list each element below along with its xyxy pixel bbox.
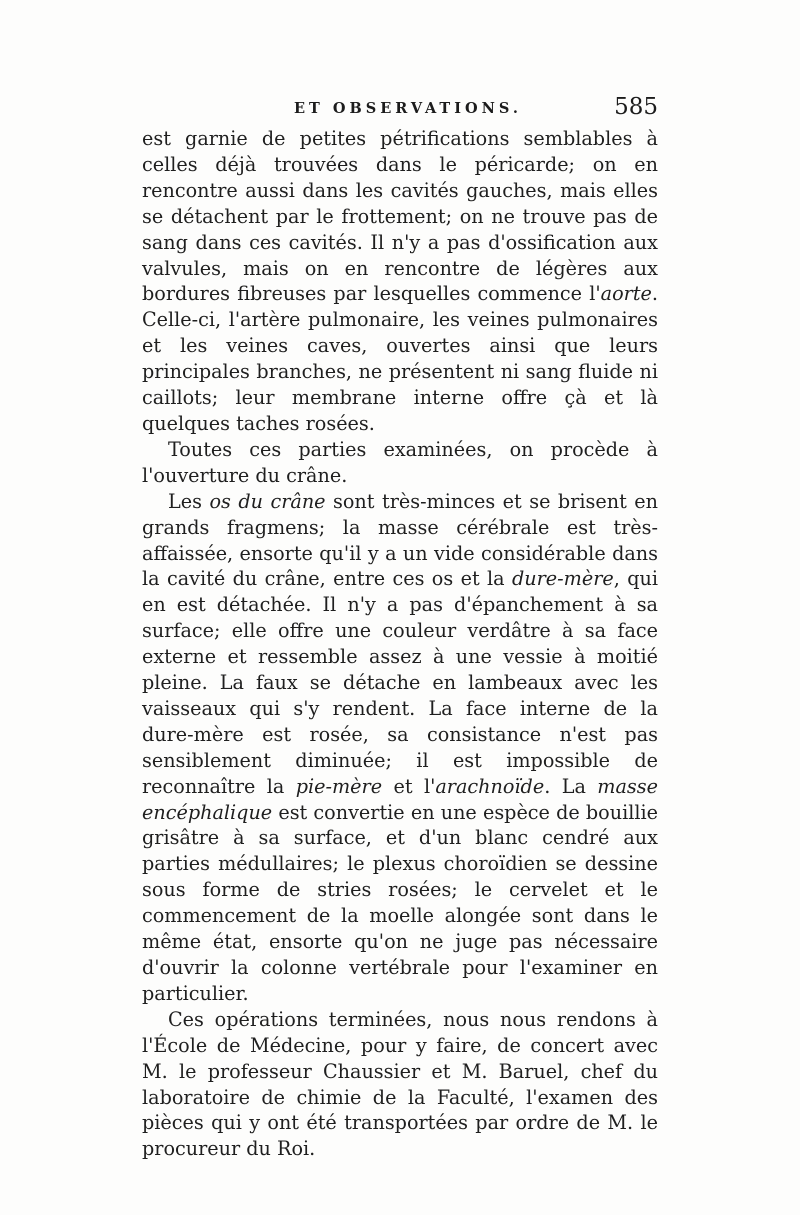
body-text [142, 126, 658, 1162]
italic-term-dure-mere: dure-mère [512, 567, 614, 591]
italic-term-pie-mere: pie-mère [295, 774, 383, 798]
text-segment: sont très-minces et se brisent en grands fragmens; la masse cérébrale est très-affaissée, ensorte qu'il y a un vide considérable dans la cavité du crâne, entre ces os et la [142, 489, 658, 591]
text-segment: Toutes ces parties examinées, on procède à l'ouverture du crâne. [142, 437, 658, 487]
running-title: ET OBSERVATIONS. [294, 100, 522, 117]
text-segment: et l' [382, 774, 436, 798]
text-segment: , qui en est détachée. Il n'y a pas d'épanchement à sa surface; elle offre une couleur verdâtre à sa face externe et ressemble assez à une vessie à moitié pleine. La faux se détache en lambeaux avec les vaisseaux qui s'y rendent. La face interne de la dure-mère est rosée, sa consistance n'est pas sensiblement diminuée; il est impossible de reconnaître la [142, 567, 658, 798]
italic-term-aorte: aorte [600, 282, 652, 306]
page-number: 585 [614, 94, 658, 120]
paragraph-skull-examination [142, 489, 658, 1007]
text-segment: . La [544, 774, 598, 798]
text-segment: est garnie de petites pétrifications semblables à celles déjà trouvées dans le péricarde; on en rencontre aussi dans les cavités gauches, mais elles se détachent par le frottement; on ne trouve pas de sang dans ces cavités. Il n'y a pas d'ossification aux valvules, mais on en rencontre de légères aux bordures fibreuses par lesquelles commence l' [142, 127, 658, 306]
italic-term-os-du-crane: os du crâne [209, 489, 326, 513]
text-segment: . Celle-ci, l'artère pulmonaire, les veines pulmonaires et les veines caves, ouvertes ainsi que leurs principales branches, ne présentent ni sang fluide ni caillots; leur membrane interne offre çà et là quelques taches rosées. [142, 282, 658, 435]
italic-term-masse-encephalique: masse encéphalique [142, 774, 658, 824]
paragraph-medical-school [142, 1007, 658, 1162]
text-segment: Les [168, 489, 210, 513]
running-head [142, 96, 658, 126]
paragraph-heart-vessels [142, 126, 658, 437]
text-segment: est convertie en une espèce de bouillie grisâtre à sa surface, et d'un blanc cendré aux parties médullaires; le plexus choroïdien se dessine sous forme de stries rosées; le cervelet et le commencement de la moelle alongée sont dans le même état, ensorte qu'on ne juge pas nécessaire d'ouvrir la colonne vertébrale pour l'examiner en particulier. [142, 800, 658, 1005]
italic-term-arachnoide: arachnoïde [435, 774, 545, 798]
paragraph-skull-opening [142, 437, 658, 489]
text-segment: Ces opérations terminées, nous nous rendons à l'École de Médecine, pour y faire, de concert avec M. le professeur Chaussier et M. Baruel, chef du laboratoire de chimie de la Faculté, l'examen des pièces qui y ont été transportées par ordre de M. le procureur du Roi. [142, 1007, 658, 1161]
